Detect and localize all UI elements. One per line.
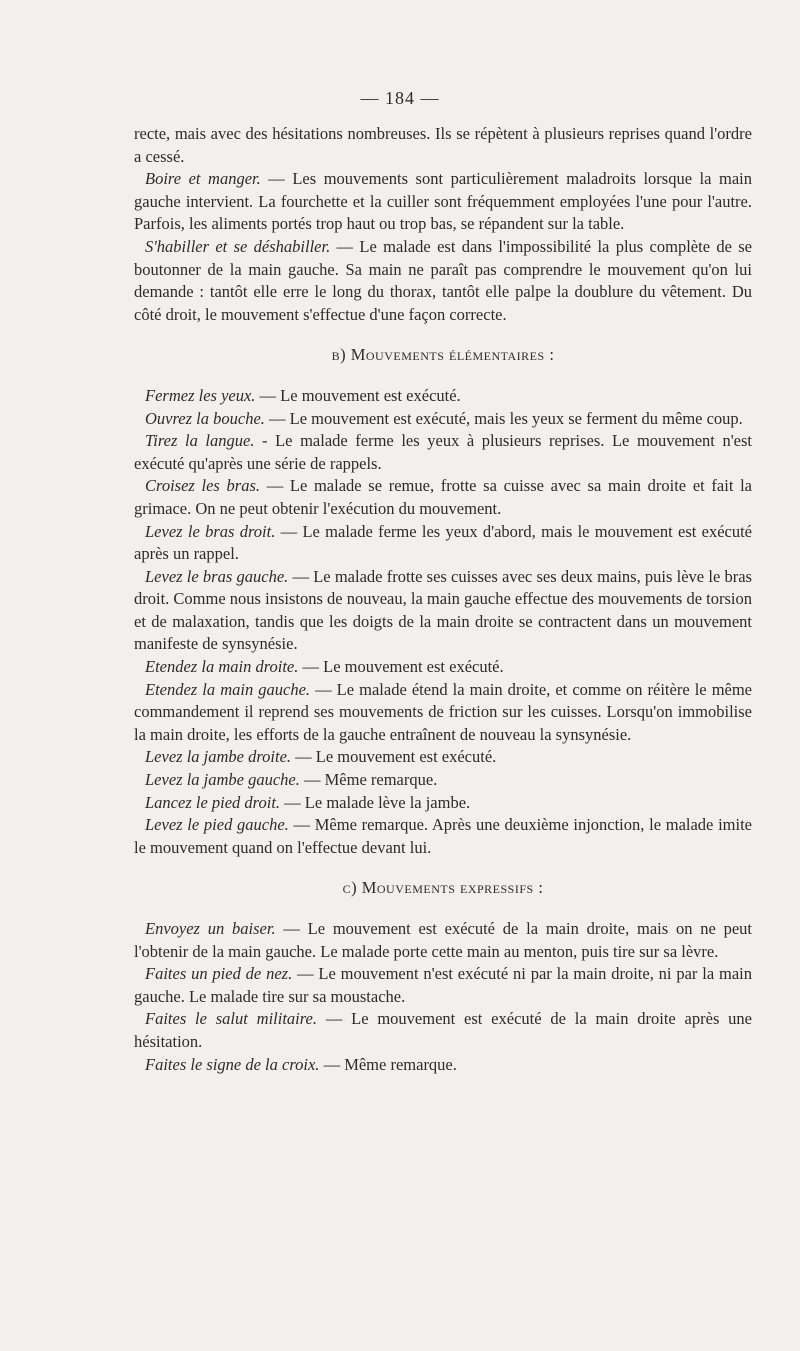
paragraph <box>134 168 752 236</box>
paragraph-text: — Le mouvement est exécuté de la main droite, mais on ne peut l'obtenir de la main gauche. Le malade porte cette main au menton, puis tire sur sa lèvre. <box>134 919 752 961</box>
paragraph <box>134 408 752 431</box>
paragraph-lead: Envoyez un baiser. <box>145 919 276 938</box>
paragraph-lead: Etendez la main gauche. <box>145 679 311 699</box>
paragraph-text: — Le malade étend la main droite, et comme on réitère le même commandement il reprend ses mouvements de friction sur les cuisses. Lorsqu'on immobilise la main droite, les efforts de la gauche entraînent de nouveau la synsynésie. <box>134 679 753 744</box>
paragraph-lead: Faites le salut militaire. <box>145 1009 318 1029</box>
paragraph-text: recte, mais avec des hésitations nombreuses. Ils se répètent à plusieurs reprises quand l'ordre a cessé. <box>134 124 752 166</box>
paragraph-text: — Le mouvement est exécuté. <box>298 657 504 677</box>
paragraph-lead: Etendez la main droite. <box>145 657 299 677</box>
paragraph-lead: Levez la jambe droite. <box>145 747 292 767</box>
paragraph-text: — Le mouvement est exécuté. <box>255 385 461 405</box>
paragraph <box>134 814 752 859</box>
paragraph-text: — Le mouvement est exécuté. <box>291 747 497 767</box>
paragraph-text: — Le malade lève la jambe. <box>280 792 471 812</box>
paragraph <box>134 1054 752 1077</box>
paragraph-lead: Levez le pied gauche. <box>145 815 289 835</box>
paragraph-text: — Le mouvement n'est exécuté ni par la main droite, ni par la main gauche. Le malade tire sur sa moustache. <box>134 964 753 1006</box>
paragraph-lead: Faites un pied de nez. <box>145 964 293 984</box>
paragraph-text: — Le malade frotte ses cuisses avec ses deux mains, puis lève le bras droit. Comme nous insistons de nouveau, la main gauche effectue des mouvements de torsion et de malaxation, tandis que les doigts de la main droite se contractent dans un mouvement manifeste de synsynésie. <box>134 566 752 654</box>
paragraph <box>134 1008 752 1053</box>
paragraph-lead: Levez la jambe gauche. <box>145 770 300 790</box>
paragraph <box>134 656 752 679</box>
paragraph <box>134 679 752 747</box>
paragraph-lead: Tirez la langue. <box>145 431 255 451</box>
paragraph <box>134 963 752 1008</box>
paragraph-text: — Le malade est dans l'impossibilité la plus complète de se boutonner de la main gauche. Sa main ne paraît pas comprendre le mouvement qu'on lui demande : tantôt elle erre le long du thorax, tantôt elle palpe la doublure du vêtement. Du côté droit, le mouvement s'effectue d'une façon correcte. <box>134 236 752 324</box>
paragraph <box>134 521 752 566</box>
paragraph-lead: Faites le signe de la croix. <box>145 1054 320 1074</box>
page-body <box>134 123 752 1076</box>
paragraph-text: — Le malade se remue, frotte sa cuisse avec sa main droite et fait la grimace. On ne peut obtenir l'exécution du mouvement. <box>134 476 752 518</box>
paragraph-lead: S'habiller et se déshabiller. <box>145 236 331 256</box>
paragraph-text: — Les mouvements sont particulièrement maladroits lorsque la main gauche intervient. La fourchette et la cuiller sont fréquemment employées l'une pour l'autre. Parfois, les aliments portés trop haut ou trop bas, se répandent sur la table. <box>134 169 752 234</box>
paragraph <box>134 918 752 963</box>
section-heading-b: b) Mouvements élémentaires : <box>331 345 555 365</box>
paragraph <box>134 566 752 656</box>
section-heading-c: c) Mouvements expressifs : <box>342 878 544 898</box>
paragraph-lead: Croisez les bras. <box>145 476 260 496</box>
paragraph <box>134 385 752 408</box>
paragraph <box>134 236 752 326</box>
paragraph-lead: Boire et manger. <box>145 169 261 189</box>
paragraph-lead: Levez le bras gauche. <box>145 566 289 586</box>
paragraph <box>134 746 752 769</box>
paragraph <box>134 792 752 815</box>
paragraph-lead: Ouvrez la bouche. <box>145 408 265 428</box>
paragraph-text: — Le mouvement est exécuté de la main droite après une hésitation. <box>134 1009 752 1051</box>
paragraph-lead: Levez le bras droit. <box>145 521 276 541</box>
paragraph <box>134 769 752 792</box>
page-number: — 184 — <box>360 88 440 108</box>
paragraph-text: — Le malade ferme les yeux d'abord, mais le mouvement est exécuté après un rappel. <box>134 521 753 564</box>
paragraph-text: — Même remarque. <box>299 770 438 790</box>
paragraph-lead: Fermez les yeux. <box>145 385 256 405</box>
paragraph-lead: Lancez le pied droit. <box>145 792 281 812</box>
paragraph-text: - Le malade ferme les yeux à plusieurs reprises. Le mouvement n'est exécuté qu'après une série de rappels. <box>134 431 752 473</box>
paragraph <box>134 475 752 520</box>
paragraph <box>134 123 752 168</box>
paragraph-text: — Le mouvement est exécuté, mais les yeux se ferment du même coup. <box>264 408 743 428</box>
paragraph-text: — Même remarque. <box>319 1054 457 1074</box>
paragraph <box>134 430 752 475</box>
paragraph-text: — Même remarque. Après une deuxième injonction, le malade imite le mouvement quand on l'effectue devant lui. <box>134 815 752 857</box>
